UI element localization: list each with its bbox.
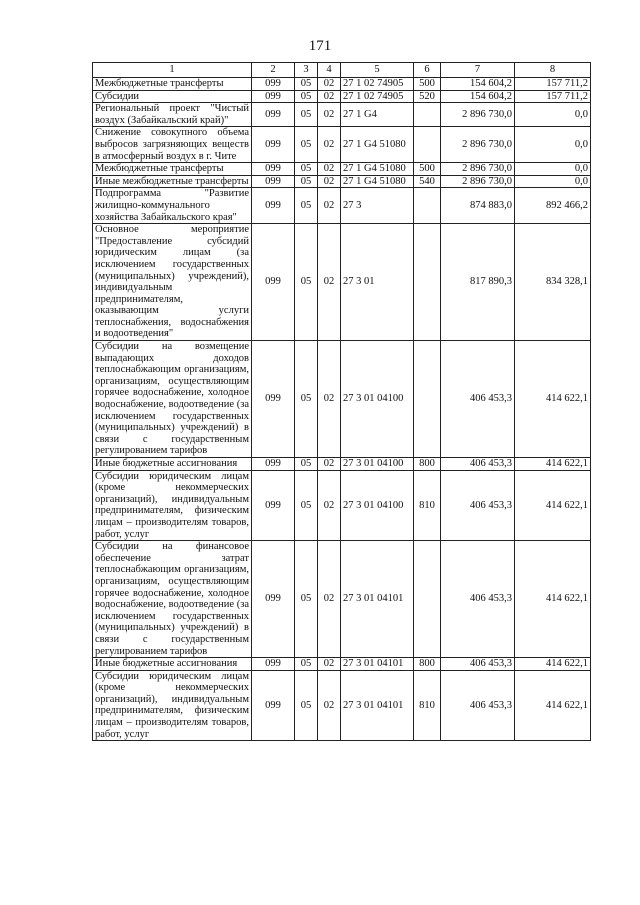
row-section-cell: 05	[295, 341, 318, 458]
row-target-article-cell: 27 3	[341, 188, 414, 224]
row-target-article-cell: 27 1 02 74905	[341, 90, 414, 103]
table-row	[93, 163, 591, 176]
budget-table	[92, 62, 591, 741]
row-subsection-cell: 02	[318, 341, 341, 458]
row-name-cell: Межбюджетные трансферты	[93, 78, 252, 91]
row-subsection-cell: 02	[318, 470, 341, 541]
table-row	[93, 341, 591, 458]
table-row	[93, 670, 591, 741]
row-name-cell: Подпрограмма "Развитие жилищно-коммунального хозяйства Забайкальского края"	[93, 188, 252, 224]
row-admin-code-cell: 099	[252, 90, 295, 103]
row-admin-code-cell: 099	[252, 341, 295, 458]
row-expense-type-cell: 810	[414, 670, 441, 741]
row-name-cell: Субсидии	[93, 90, 252, 103]
row-admin-code-cell: 099	[252, 670, 295, 741]
row-amount-year2-cell: 414 622,1	[515, 670, 591, 741]
row-admin-code-cell: 099	[252, 188, 295, 224]
row-amount-year2-cell: 414 622,1	[515, 658, 591, 671]
table-row	[93, 127, 591, 163]
row-subsection-cell: 02	[318, 163, 341, 176]
header-row	[93, 63, 591, 78]
row-expense-type-cell	[414, 224, 441, 341]
row-amount-year2-cell: 0,0	[515, 163, 591, 176]
row-subsection-cell: 02	[318, 541, 341, 658]
row-subsection-cell: 02	[318, 175, 341, 188]
row-name-cell: Субсидии на финансовое обеспечение затрат теплоснабжающим организациям, организациям, осуществляющим горячее водоснабжение, холодное водоснабжение, водоотведение (за исключением государственных (муниципальных) учреждений) в связи с государственным регулированием тарифов	[93, 541, 252, 658]
header-col-2: 2	[252, 63, 295, 78]
row-amount-year1-cell: 406 453,3	[441, 470, 515, 541]
row-amount-year1-cell: 2 896 730,0	[441, 103, 515, 127]
row-target-article-cell: 27 3 01 04101	[341, 541, 414, 658]
row-amount-year2-cell: 414 622,1	[515, 341, 591, 458]
row-amount-year1-cell: 2 896 730,0	[441, 175, 515, 188]
row-amount-year2-cell: 157 711,2	[515, 78, 591, 91]
row-amount-year2-cell: 892 466,2	[515, 188, 591, 224]
row-expense-type-cell	[414, 188, 441, 224]
row-section-cell: 05	[295, 127, 318, 163]
row-section-cell: 05	[295, 670, 318, 741]
row-target-article-cell: 27 3 01 04101	[341, 670, 414, 741]
header-col-3: 3	[295, 63, 318, 78]
page-number: 171	[308, 38, 332, 54]
row-amount-year2-cell: 0,0	[515, 175, 591, 188]
row-subsection-cell: 02	[318, 188, 341, 224]
row-section-cell: 05	[295, 188, 318, 224]
row-name-cell: Субсидии юридическим лицам (кроме некоммерческих организаций), индивидуальным предпринимателям, физическим лицам – производителям товаров, работ, услуг	[93, 470, 252, 541]
row-name-cell: Снижение совокупного объема выбросов загрязняющих веществ в атмосферный воздух в г. Чите	[93, 127, 252, 163]
table-row	[93, 458, 591, 471]
row-admin-code-cell: 099	[252, 658, 295, 671]
table-row	[93, 470, 591, 541]
row-section-cell: 05	[295, 658, 318, 671]
row-expense-type-cell: 500	[414, 163, 441, 176]
row-expense-type-cell: 810	[414, 470, 441, 541]
header-col-6: 6	[414, 63, 441, 78]
table-row	[93, 78, 591, 91]
row-subsection-cell: 02	[318, 103, 341, 127]
row-amount-year1-cell: 406 453,3	[441, 670, 515, 741]
row-subsection-cell: 02	[318, 90, 341, 103]
row-name-cell: Иные бюджетные ассигнования	[93, 658, 252, 671]
row-section-cell: 05	[295, 163, 318, 176]
row-admin-code-cell: 099	[252, 127, 295, 163]
row-amount-year1-cell: 406 453,3	[441, 458, 515, 471]
row-amount-year1-cell: 154 604,2	[441, 78, 515, 91]
row-admin-code-cell: 099	[252, 470, 295, 541]
row-name-cell: Субсидии на возмещение выпадающих доходов теплоснабжающим организациям, организациям, осуществляющим горячее водоснабжение, холодное водоснабжение, водоотведение (за исключением государственных (муниципальных) учреждений) в связи с государственным регулированием тарифов	[93, 341, 252, 458]
row-name-cell: Региональный проект "Чистый воздух (Забайкальский край)"	[93, 103, 252, 127]
row-target-article-cell: 27 3 01	[341, 224, 414, 341]
row-expense-type-cell: 800	[414, 658, 441, 671]
header-col-1: 1	[93, 63, 252, 78]
row-section-cell: 05	[295, 90, 318, 103]
row-subsection-cell: 02	[318, 127, 341, 163]
header-col-5: 5	[341, 63, 414, 78]
table-row	[93, 658, 591, 671]
row-expense-type-cell: 500	[414, 78, 441, 91]
row-name-cell: Основное мероприятие "Предоставление субсидий юридическим лицам (за исключением государственных (муниципальных) учреждений), индивидуальным предпринимателям, оказывающим услуги теплоснабжения, водоснабжения и водоотведения"	[93, 224, 252, 341]
row-subsection-cell: 02	[318, 78, 341, 91]
row-admin-code-cell: 099	[252, 224, 295, 341]
table-row	[93, 188, 591, 224]
row-amount-year1-cell: 406 453,3	[441, 341, 515, 458]
row-section-cell: 05	[295, 458, 318, 471]
table-row	[93, 90, 591, 103]
row-expense-type-cell	[414, 127, 441, 163]
row-name-cell: Иные межбюджетные трансферты	[93, 175, 252, 188]
row-expense-type-cell	[414, 541, 441, 658]
row-amount-year2-cell: 0,0	[515, 103, 591, 127]
row-subsection-cell: 02	[318, 224, 341, 341]
row-amount-year2-cell: 834 328,1	[515, 224, 591, 341]
row-subsection-cell: 02	[318, 670, 341, 741]
row-target-article-cell: 27 1 G4 51080	[341, 175, 414, 188]
row-expense-type-cell: 520	[414, 90, 441, 103]
row-target-article-cell: 27 1 G4 51080	[341, 127, 414, 163]
row-admin-code-cell: 099	[252, 163, 295, 176]
row-subsection-cell: 02	[318, 658, 341, 671]
row-amount-year1-cell: 874 883,0	[441, 188, 515, 224]
table-row	[93, 103, 591, 127]
header-col-7: 7	[441, 63, 515, 78]
row-amount-year1-cell: 817 890,3	[441, 224, 515, 341]
row-name-cell: Субсидии юридическим лицам (кроме некоммерческих организаций), индивидуальным предпринимателям, физическим лицам – производителям товаров, работ, услуг	[93, 670, 252, 741]
row-amount-year2-cell: 414 622,1	[515, 541, 591, 658]
row-amount-year1-cell: 154 604,2	[441, 90, 515, 103]
row-expense-type-cell	[414, 341, 441, 458]
table-row	[93, 175, 591, 188]
row-expense-type-cell	[414, 103, 441, 127]
row-amount-year1-cell: 2 896 730,0	[441, 127, 515, 163]
row-expense-type-cell: 800	[414, 458, 441, 471]
row-section-cell: 05	[295, 470, 318, 541]
row-target-article-cell: 27 1 02 74905	[341, 78, 414, 91]
row-admin-code-cell: 099	[252, 103, 295, 127]
row-target-article-cell: 27 3 01 04100	[341, 470, 414, 541]
row-target-article-cell: 27 1 G4 51080	[341, 163, 414, 176]
row-section-cell: 05	[295, 224, 318, 341]
row-amount-year2-cell: 414 622,1	[515, 470, 591, 541]
row-subsection-cell: 02	[318, 458, 341, 471]
row-name-cell: Межбюджетные трансферты	[93, 163, 252, 176]
row-target-article-cell: 27 3 01 04100	[341, 458, 414, 471]
row-admin-code-cell: 099	[252, 541, 295, 658]
table-row	[93, 224, 591, 341]
row-target-article-cell: 27 1 G4	[341, 103, 414, 127]
row-name-cell: Иные бюджетные ассигнования	[93, 458, 252, 471]
row-amount-year2-cell: 157 711,2	[515, 90, 591, 103]
row-section-cell: 05	[295, 175, 318, 188]
row-admin-code-cell: 099	[252, 175, 295, 188]
row-amount-year2-cell: 414 622,1	[515, 458, 591, 471]
row-admin-code-cell: 099	[252, 78, 295, 91]
row-section-cell: 05	[295, 78, 318, 91]
row-admin-code-cell: 099	[252, 458, 295, 471]
row-amount-year1-cell: 406 453,3	[441, 658, 515, 671]
header-col-8: 8	[515, 63, 591, 78]
row-expense-type-cell: 540	[414, 175, 441, 188]
table-row	[93, 541, 591, 658]
row-amount-year1-cell: 406 453,3	[441, 541, 515, 658]
row-amount-year2-cell: 0,0	[515, 127, 591, 163]
row-section-cell: 05	[295, 541, 318, 658]
row-target-article-cell: 27 3 01 04101	[341, 658, 414, 671]
header-col-4: 4	[318, 63, 341, 78]
row-section-cell: 05	[295, 103, 318, 127]
row-amount-year1-cell: 2 896 730,0	[441, 163, 515, 176]
row-target-article-cell: 27 3 01 04100	[341, 341, 414, 458]
